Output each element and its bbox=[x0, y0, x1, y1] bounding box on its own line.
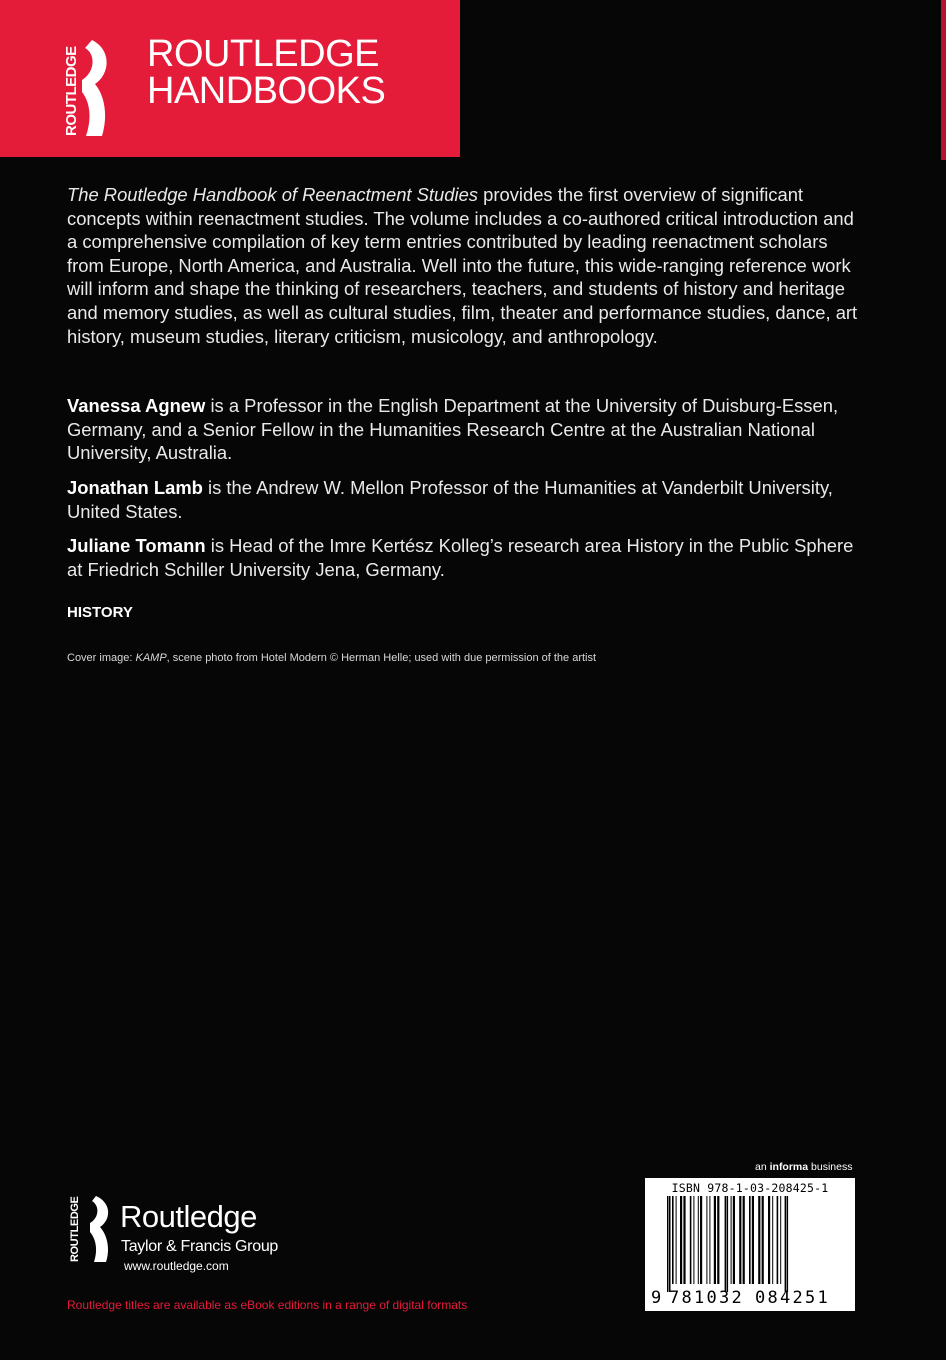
description-text: provides the first overview of significant concepts within reenactment studies. The volume includes a co-authored critical introduction and a comprehensive compilation of key term entries contributed by leading reenactment scholars from Europe, North America, and Australia. Well into the future, this wide-ranging reference work will inform and shape the thinking of researchers, teachers, and students of history and heritage and memory studies, as well as cultural studies, film, theater and performance studies, dance, art history, museum studies, literary criticism, musicology, and anthropology. bbox=[67, 184, 858, 347]
credit-work: KAMP bbox=[135, 652, 167, 664]
editor-name: Juliane Tomann bbox=[67, 535, 206, 556]
barcode-bar bbox=[676, 1196, 677, 1284]
routledge-publisher-logo-icon bbox=[62, 1196, 114, 1262]
isbn-barcode bbox=[645, 1178, 855, 1311]
publisher-group: Taylor & Francis Group bbox=[121, 1238, 279, 1255]
barcode-digit: 0 bbox=[706, 1288, 717, 1308]
barcode-digit: 2 bbox=[731, 1288, 742, 1308]
barcode-bar bbox=[768, 1196, 770, 1284]
barcode-bar bbox=[714, 1196, 716, 1284]
editor-bio-text: is a Professor in the English Department at the University of Duisburg-Essen, Germany, and a Senior Fellow in the Humanities Research Centre at the Australian National University, Australia. bbox=[67, 395, 839, 464]
barcode-digit: 7 bbox=[669, 1288, 680, 1308]
subject-category: HISTORY bbox=[67, 604, 133, 621]
barcode-bar bbox=[777, 1196, 779, 1284]
editor-bio bbox=[67, 394, 867, 465]
edge-strip bbox=[941, 0, 946, 160]
barcode-guard-bar bbox=[787, 1196, 789, 1292]
informa-prefix: an bbox=[755, 1161, 770, 1173]
barcode-bar bbox=[690, 1196, 692, 1284]
barcode-digits bbox=[645, 1288, 855, 1310]
barcode-bar bbox=[680, 1196, 682, 1284]
routledge-logo-icon bbox=[40, 40, 110, 136]
barcode-bars bbox=[645, 1196, 855, 1296]
logo-wordmark: ROUTLEDGE bbox=[63, 46, 80, 136]
barcode-guard-bar bbox=[667, 1196, 669, 1292]
barcode-digit: 3 bbox=[719, 1288, 730, 1308]
barcode-bar bbox=[731, 1196, 732, 1284]
barcode-bar bbox=[743, 1196, 745, 1284]
informa-tagline bbox=[755, 1161, 852, 1173]
barcode-bar bbox=[709, 1196, 710, 1284]
book-description bbox=[67, 183, 867, 348]
barcode-digit: 8 bbox=[767, 1288, 778, 1308]
barcode-digit: 2 bbox=[792, 1288, 803, 1308]
barcode-digit: 5 bbox=[805, 1288, 816, 1308]
publisher-url: www.routledge.com bbox=[124, 1259, 229, 1273]
series-header bbox=[0, 0, 460, 157]
barcode-bar bbox=[706, 1196, 707, 1284]
barcode-bar bbox=[700, 1196, 702, 1284]
barcode-digit: 4 bbox=[780, 1288, 791, 1308]
editor-bio bbox=[67, 476, 867, 523]
barcode-bar bbox=[672, 1196, 674, 1284]
barcode-bar bbox=[693, 1196, 694, 1284]
credit-prefix: Cover image: bbox=[67, 652, 136, 664]
editor-name: Vanessa Agnew bbox=[67, 395, 206, 416]
informa-brand: informa bbox=[769, 1161, 809, 1173]
barcode-bar bbox=[717, 1196, 719, 1284]
barcode-guard-bar bbox=[725, 1196, 727, 1292]
publisher-name: Routledge bbox=[120, 1199, 257, 1234]
isbn-label: ISBN 978-1-03-208425-1 bbox=[671, 1181, 829, 1195]
ebook-note: Routledge titles are available as eBook editions in a range of digital formats bbox=[67, 1298, 468, 1312]
barcode-bar bbox=[739, 1196, 741, 1284]
barcode-bar bbox=[772, 1196, 773, 1284]
barcode-digit: 1 bbox=[694, 1288, 705, 1308]
editor-bio-text: is the Andrew W. Mellon Professor of the Humanities at Vanderbilt University, United States. bbox=[67, 477, 833, 522]
publisher-logo-wordmark: ROUTLEDGE bbox=[69, 1196, 81, 1262]
series-title-line1: ROUTLEDGE bbox=[147, 33, 379, 75]
editor-bio-text: is Head of the Imre Kertész Kolleg’s research area History in the Public Sphere at Friedrich Schiller University Jena, Germany. bbox=[67, 535, 854, 580]
barcode-bar bbox=[749, 1196, 751, 1284]
barcode-bar bbox=[752, 1196, 754, 1284]
credit-rest: , scene photo from Hotel Modern © Herman Helle; used with due permission of the artist bbox=[166, 652, 597, 664]
barcode-bar bbox=[762, 1196, 764, 1284]
editor-name: Jonathan Lamb bbox=[67, 477, 203, 498]
informa-suffix: business bbox=[808, 1161, 853, 1173]
barcode-guard-bar bbox=[669, 1196, 671, 1292]
book-title: The Routledge Handbook of Reenactment Studies bbox=[67, 184, 478, 205]
series-title-line2: HANDBOOKS bbox=[147, 70, 386, 112]
barcode-guard-bar bbox=[785, 1196, 787, 1292]
editor-bio bbox=[67, 534, 867, 581]
barcode-digit: 8 bbox=[681, 1288, 692, 1308]
barcode-digit: 1 bbox=[817, 1288, 828, 1308]
barcode-bar bbox=[683, 1196, 685, 1284]
barcode-digit: 0 bbox=[755, 1288, 766, 1308]
cover-credit bbox=[67, 652, 596, 664]
barcode-guard-bar bbox=[727, 1196, 729, 1292]
barcode-bar bbox=[780, 1196, 781, 1284]
barcode-bar bbox=[733, 1196, 735, 1284]
barcode-bar bbox=[758, 1196, 760, 1284]
barcode-digit: 9 bbox=[651, 1288, 662, 1308]
barcode-bar bbox=[698, 1196, 699, 1284]
